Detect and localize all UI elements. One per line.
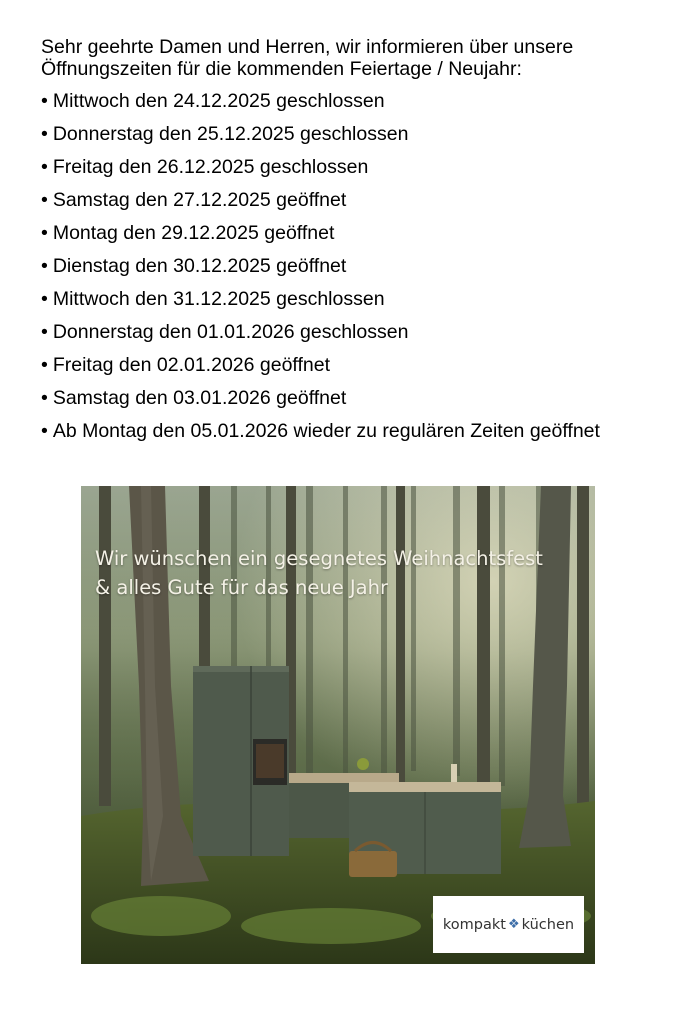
list-item xyxy=(41,415,661,448)
logo-text-right: küchen xyxy=(521,916,575,933)
opening-hours-list xyxy=(41,85,661,448)
list-item xyxy=(41,316,661,349)
bullet: • xyxy=(41,156,48,178)
bullet: • xyxy=(41,189,48,211)
list-item-text: Montag den 29.12.2025 geöffnet xyxy=(52,222,335,244)
bullet: • xyxy=(41,222,48,244)
greeting-line-2: & alles Gute für das neue Jahr xyxy=(95,576,388,599)
bullet: • xyxy=(41,288,48,310)
bullet: • xyxy=(41,90,48,112)
list-item-text: Freitag den 02.01.2026 geöffnet xyxy=(52,354,331,376)
list-item-text: Ab Montag den 05.01.2026 wieder zu regulären Zeiten geöffnet xyxy=(52,420,600,442)
list-item-text: Donnerstag den 01.01.2026 geschlossen xyxy=(52,321,409,343)
list-item xyxy=(41,382,661,415)
bullet: • xyxy=(41,255,48,277)
bullet: • xyxy=(41,354,48,376)
list-item-text: Samstag den 27.12.2025 geöffnet xyxy=(52,189,347,211)
list-item xyxy=(41,217,661,250)
list-item xyxy=(41,85,661,118)
logo-diamond-icon: ❖ xyxy=(507,917,520,932)
list-item xyxy=(41,118,661,151)
list-item-text: Donnerstag den 25.12.2025 geschlossen xyxy=(52,123,409,145)
bullet: • xyxy=(41,387,48,409)
list-item xyxy=(41,283,661,316)
holiday-notice xyxy=(41,36,661,448)
list-item-text: Mittwoch den 24.12.2025 geschlossen xyxy=(52,90,385,112)
notice-intro: Sehr geehrte Damen und Herren, wir informieren über unsere Öffnungszeiten für die kommenden Feiertage / Neujahr: xyxy=(41,36,574,80)
logo-text-left: kompakt xyxy=(442,916,506,933)
kompakt-kuechen-logo xyxy=(433,896,584,953)
bullet: • xyxy=(41,321,48,343)
list-item xyxy=(41,349,661,382)
list-item-text: Dienstag den 30.12.2025 geöffnet xyxy=(52,255,347,277)
list-item-text: Samstag den 03.01.2026 geöffnet xyxy=(52,387,347,409)
christmas-greeting-image xyxy=(81,486,595,964)
list-item xyxy=(41,184,661,217)
list-item xyxy=(41,151,661,184)
bullet: • xyxy=(41,123,48,145)
list-item-text: Mittwoch den 31.12.2025 geschlossen xyxy=(52,288,385,310)
greeting-line-1: Wir wünschen ein gesegnetes Weihnachtsfest xyxy=(95,547,543,570)
list-item-text: Freitag den 26.12.2025 geschlossen xyxy=(52,156,369,178)
bullet: • xyxy=(41,420,48,442)
list-item xyxy=(41,250,661,283)
greeting-text xyxy=(95,544,595,602)
